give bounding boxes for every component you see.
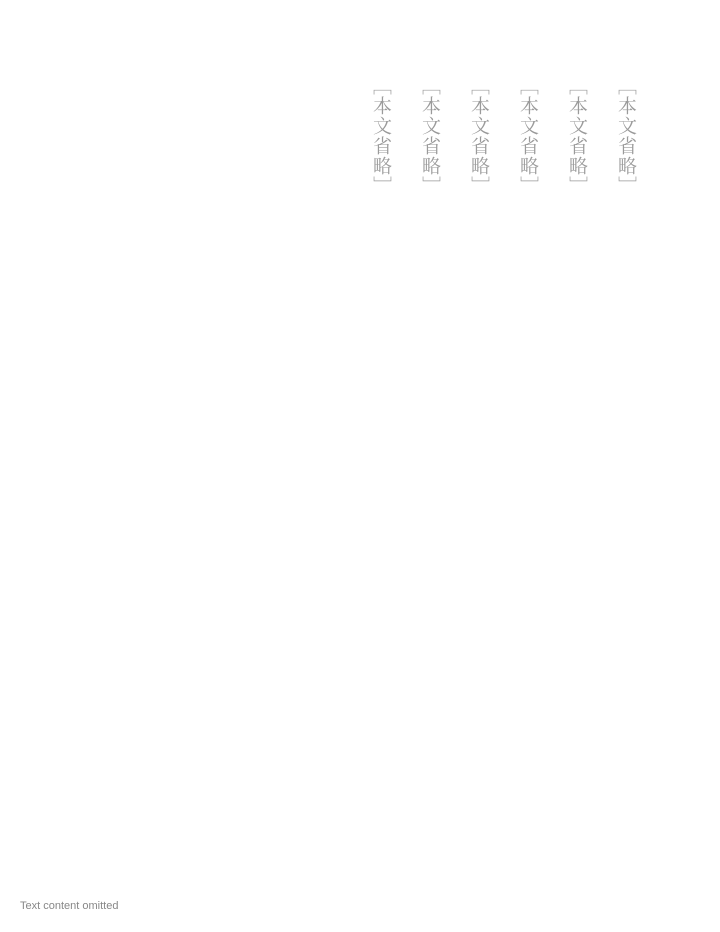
paragraph: ［本文省略］ xyxy=(517,76,539,196)
paragraph: ［本文省略］ xyxy=(566,76,588,196)
vertical-text-body xyxy=(368,76,638,816)
redaction-notice: Text content omitted xyxy=(20,900,119,912)
paragraph: ［本文省略］ xyxy=(468,76,490,196)
paragraph: ［本文省略］ xyxy=(370,76,392,196)
paragraph: ［本文省略］ xyxy=(615,76,637,196)
paragraph: ［本文省略］ xyxy=(419,76,441,196)
